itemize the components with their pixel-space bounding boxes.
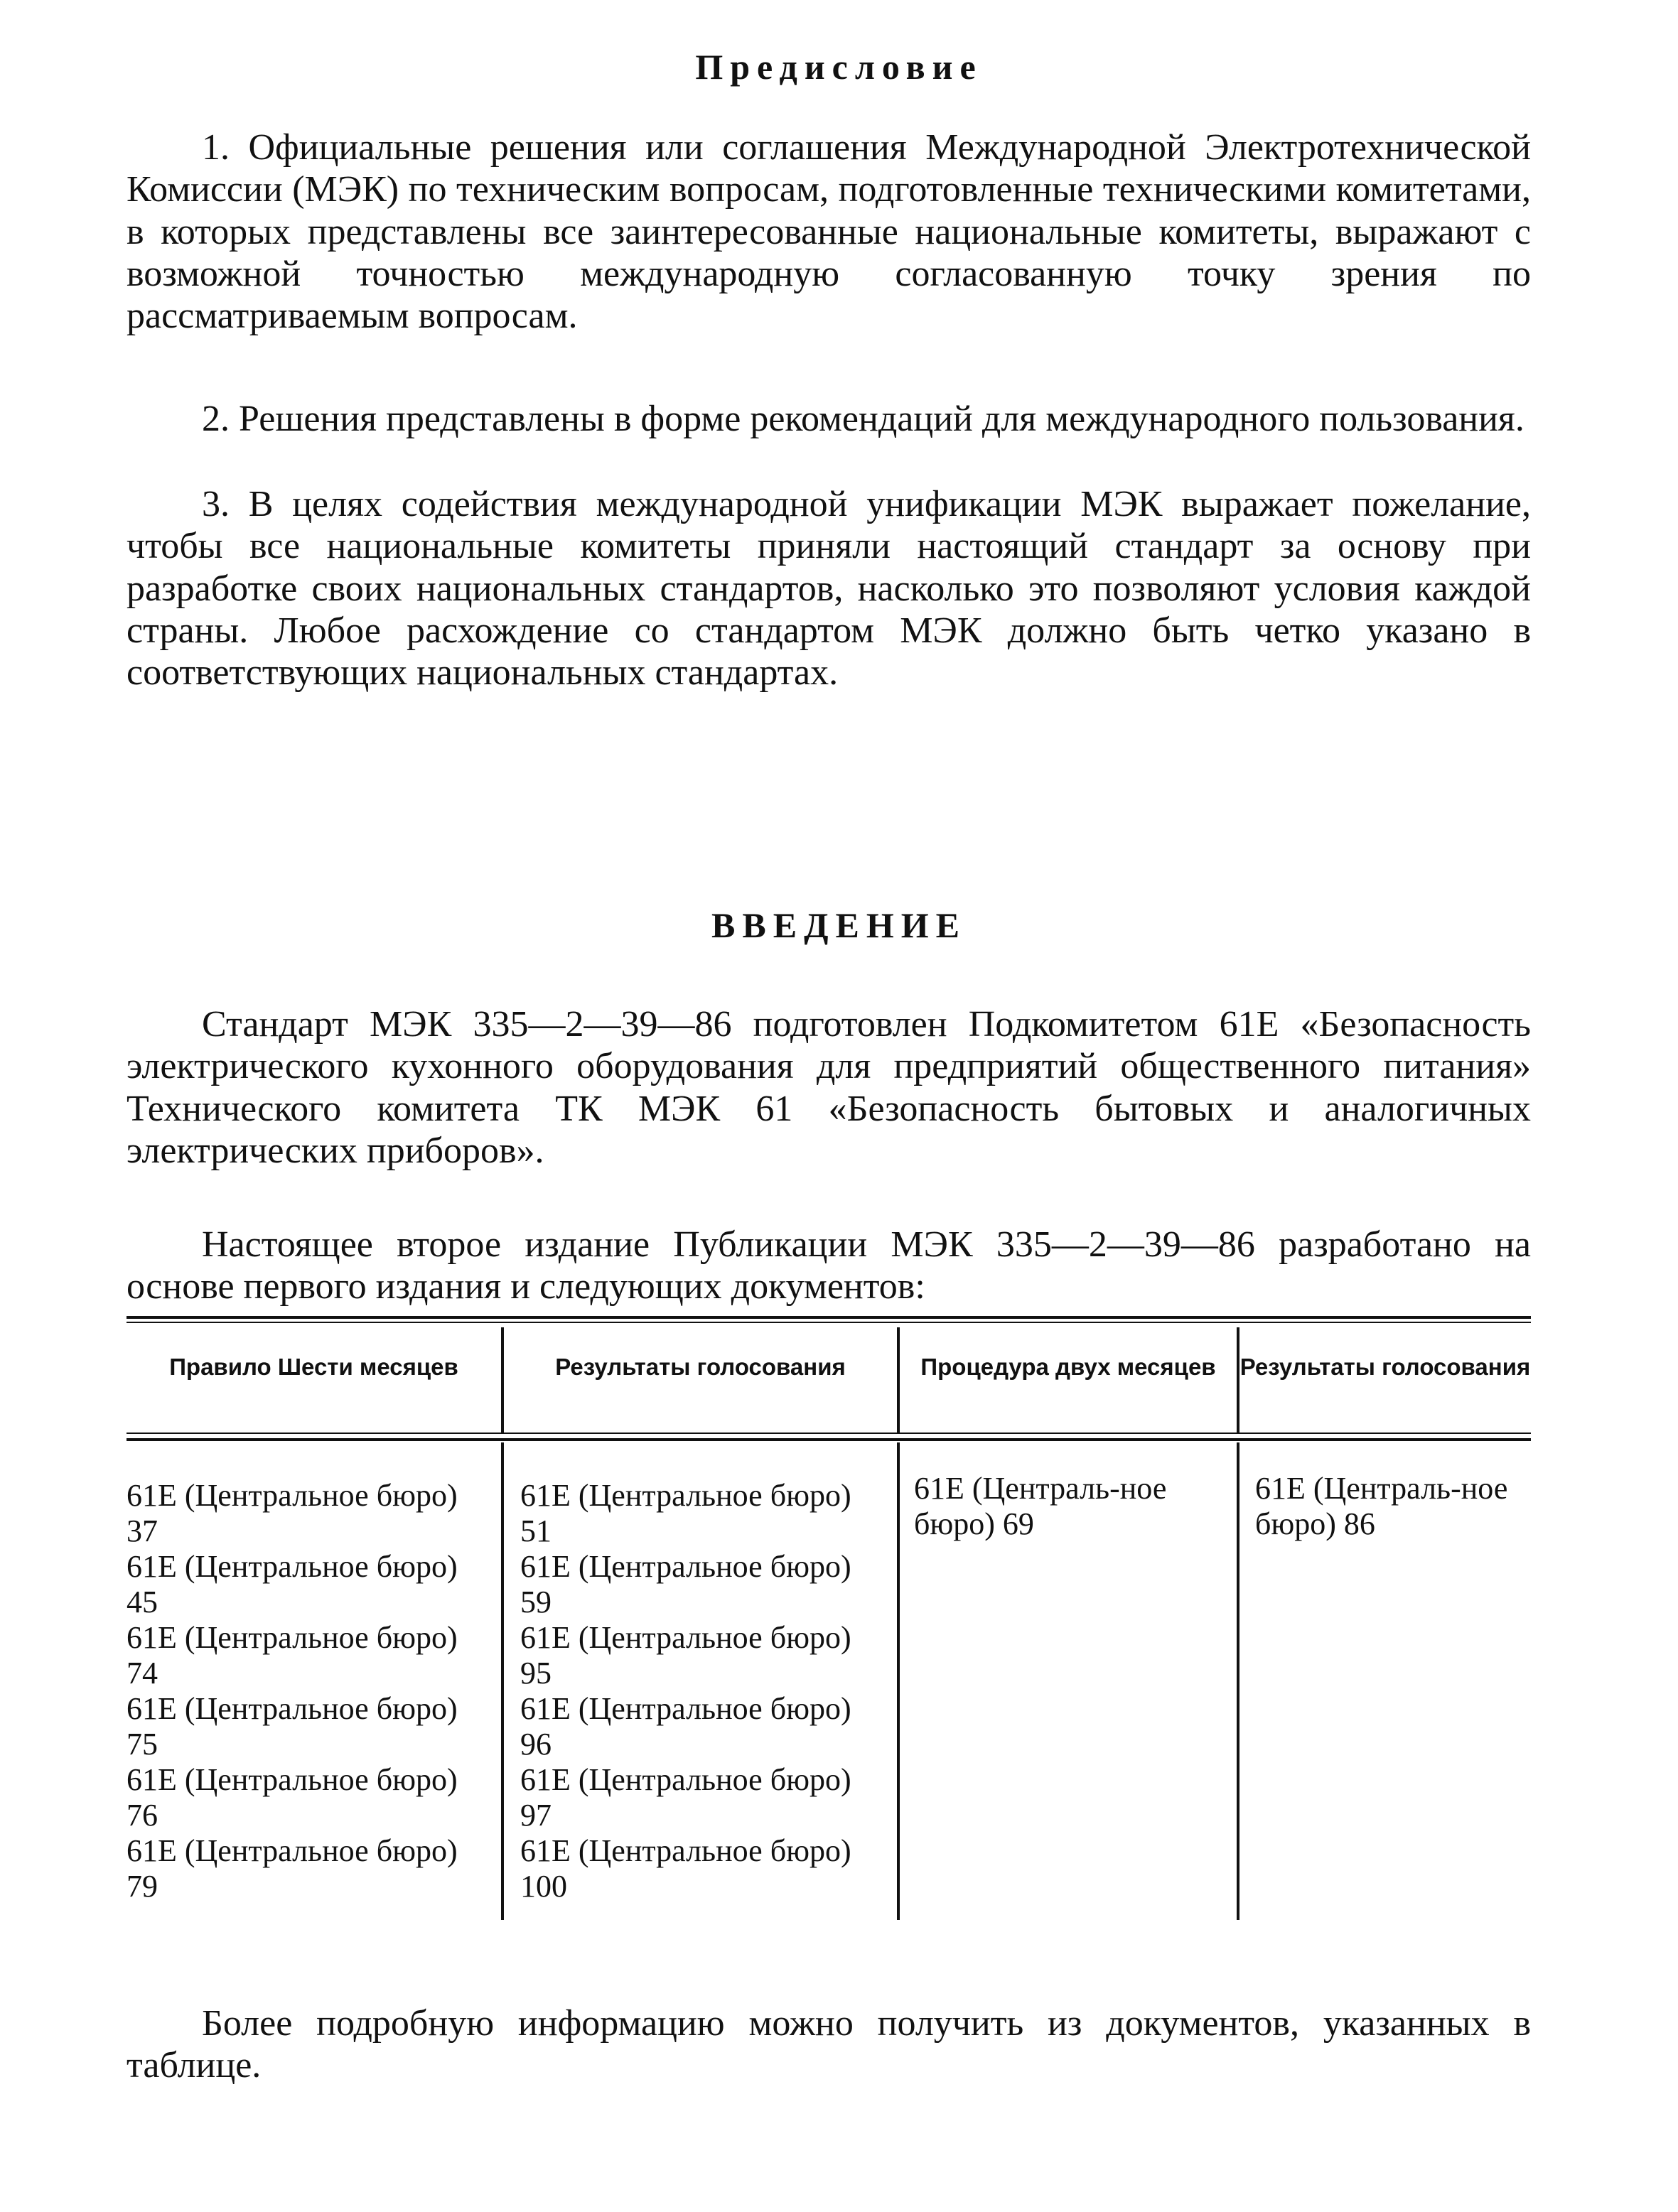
table-header-cell: Результаты голосования — [555, 1354, 846, 1380]
introduction-paragraph-1: Стандарт МЭК 335—2—39—86 подготовлен Подкомитетом 61Е «Безопасность электрического кухонного оборудования для предприятий общественного питания» Технического комитета ТК МЭК 61 «Безопасность бытовых и аналогичных электрических приборов». — [127, 1004, 1531, 1171]
table-column-cell — [520, 1478, 879, 1904]
table-cell-entry: 61Е (Централь-ное бюро) 69 — [914, 1471, 1167, 1541]
table-cell-entry: 61Е (Центральное бюро) 96 — [520, 1691, 851, 1761]
table-header-cell: Правило Шести месяцев — [169, 1354, 458, 1380]
table-top-rule — [127, 1316, 1531, 1319]
introduction-paragraph-2: Настоящее второе издание Публикации МЭК 335—2—39—86 разработано на основе первого издания и следующих документов: — [127, 1224, 1531, 1307]
table-column-cell — [127, 1478, 490, 1904]
table-cell-entry: 61Е (Центральное бюро) 97 — [520, 1762, 851, 1833]
column-divider — [1237, 1442, 1239, 1920]
table-header-cell: Результаты голосования — [1239, 1354, 1531, 1380]
table-header-cell: Процедура двух месяцев — [920, 1354, 1216, 1380]
table-column-cell — [914, 1471, 1227, 1542]
header-bottom-rule — [127, 1433, 1531, 1434]
preface-paragraph-3: 3. В целях содействия международной унификации МЭК выражает пожелание, чтобы все национальные комитеты приняли настоящий стандарт за основу при разработке своих национальных стандартов, насколько это позволяют условия каждой страны. Любое расхождение со стандартом МЭК должно быть четко указано в соответствующих национальных стандартах. — [127, 484, 1531, 694]
footer-paragraph: Более подробную информацию можно получить из документов, указанных в таблице. — [127, 2003, 1531, 2086]
table-cell-entry: 61Е (Центральное бюро) 75 — [127, 1691, 458, 1761]
table-cell-entry: 61Е (Центральное бюро) 37 — [127, 1478, 458, 1548]
table-cell-entry: 61Е (Центральное бюро) 79 — [127, 1833, 458, 1904]
column-divider — [501, 1442, 504, 1920]
preface-title: Предисловие — [695, 47, 983, 87]
introduction-title: ВВЕДЕНИЕ — [711, 905, 967, 945]
table-cell-entry: 61Е (Центральное бюро) 51 — [520, 1478, 851, 1548]
table-cell-entry: 61Е (Центральное бюро) 59 — [520, 1549, 851, 1619]
column-divider — [897, 1442, 900, 1920]
table-cell-entry: 61Е (Центральное бюро) 100 — [520, 1833, 851, 1904]
table-cell-entry: 61Е (Центральное бюро) 76 — [127, 1762, 458, 1833]
table-cell-entry: 61Е (Центральное бюро) 74 — [127, 1620, 458, 1690]
header-bottom-rule-inner — [127, 1438, 1531, 1441]
table-column-cell — [1255, 1471, 1531, 1542]
preface-paragraph-1: 1. Официальные решения или соглашения Международной Электротехнической Комиссии (МЭК) по техническим вопросам, подготовленные техническими комитетами, в которых представлены все заинтересованные национальные комитеты, выражают с возможной точностью международную согласованную точку зрения по рассматриваемым вопросам. — [127, 127, 1531, 337]
table-top-rule-inner — [127, 1322, 1531, 1323]
table-cell-entry: 61Е (Центральное бюро) 45 — [127, 1549, 458, 1619]
table-cell-entry: 61Е (Централь-ное бюро) 86 — [1255, 1471, 1508, 1541]
preface-paragraph-2: 2. Решения представлены в форме рекомендаций для международного пользования. — [202, 399, 1524, 439]
table-cell-entry: 61Е (Центральное бюро) 95 — [520, 1620, 851, 1690]
